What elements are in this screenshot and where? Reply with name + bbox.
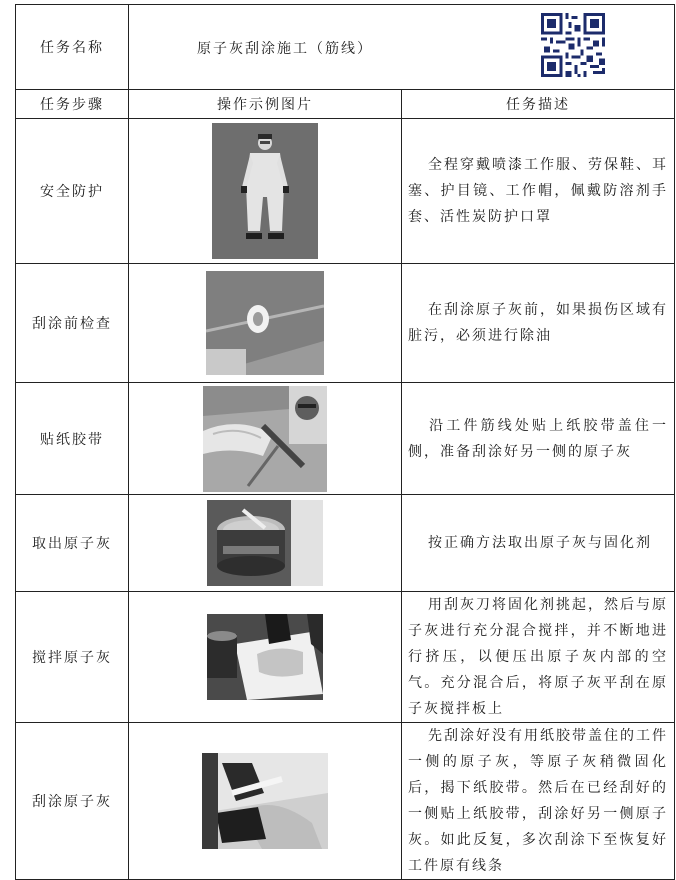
step-description: [402, 592, 675, 723]
step-description: [402, 264, 675, 383]
applying-putty-photo: [202, 753, 328, 849]
step-description-text: 先刮涂好没有用纸胶带盖住的工件一侧的原子灰，等原子灰稍微固化后，揭下纸胶带。然后在已经刮好的一侧贴上纸胶带，刮涂好另一侧原子灰。如此反复，多次刮涂下至恢复好工件原有线条: [408, 728, 668, 874]
step-label: 安全防护: [16, 119, 129, 264]
masking-tape-photo: [203, 386, 327, 492]
step-description: [402, 495, 675, 592]
mixing-putty-photo: [207, 614, 323, 700]
title-row: [16, 5, 675, 90]
step-label: 搅拌原子灰: [16, 592, 129, 723]
step-description-text: 用刮灰刀将固化剂挑起，然后与原子灰进行充分混合搅拌，并不断地进行挤压，以便压出原子灰内部的空气。充分混合后，将原子灰平刮在原子灰搅拌板上: [408, 597, 668, 717]
step-description-text: 沿工件筋线处贴上纸胶带盖住一侧，准备刮涂好另一侧的原子灰: [408, 417, 668, 460]
image-cell: [129, 264, 402, 383]
step-description: [402, 119, 675, 264]
step-description: [402, 383, 675, 495]
column-header-step: 任务步骤: [16, 90, 129, 119]
column-header-desc: 任务描述: [402, 90, 675, 119]
image-cell: [129, 592, 402, 723]
image-cell: [129, 119, 402, 264]
table-row: [16, 264, 675, 383]
table-row: [16, 495, 675, 592]
task-name-value: 原子灰刮涂施工（筋线）: [197, 41, 373, 57]
step-description-text: 按正确方法取出原子灰与固化剂: [428, 535, 652, 551]
task-table: [15, 4, 675, 880]
step-description-text: 在刮涂原子灰前，如果损伤区域有脏污，必须进行除油: [408, 302, 668, 344]
table-row: [16, 383, 675, 495]
table-row: [16, 592, 675, 723]
table-row: [16, 119, 675, 264]
step-label: 取出原子灰: [16, 495, 129, 592]
image-cell: [129, 383, 402, 495]
column-header-image: 操作示例图片: [129, 90, 402, 119]
step-label: 刮涂原子灰: [16, 723, 129, 880]
putty-can-photo: [207, 500, 323, 586]
step-description-text: 全程穿戴喷漆工作服、劳保鞋、耳塞、护目镜、工作帽，佩戴防溶剂手套、活性炭防护口罩: [408, 157, 668, 225]
qr-code-icon[interactable]: [541, 13, 605, 77]
step-label: 刮涂前检查: [16, 264, 129, 383]
task-name-label: 任务名称: [16, 5, 129, 90]
image-cell: [129, 495, 402, 592]
panel-inspection-photo: [206, 271, 324, 375]
task-name-cell: [129, 5, 675, 90]
step-label: 贴纸胶带: [16, 383, 129, 495]
safety-gear-photo: [212, 123, 318, 259]
column-header-row: [16, 90, 675, 119]
